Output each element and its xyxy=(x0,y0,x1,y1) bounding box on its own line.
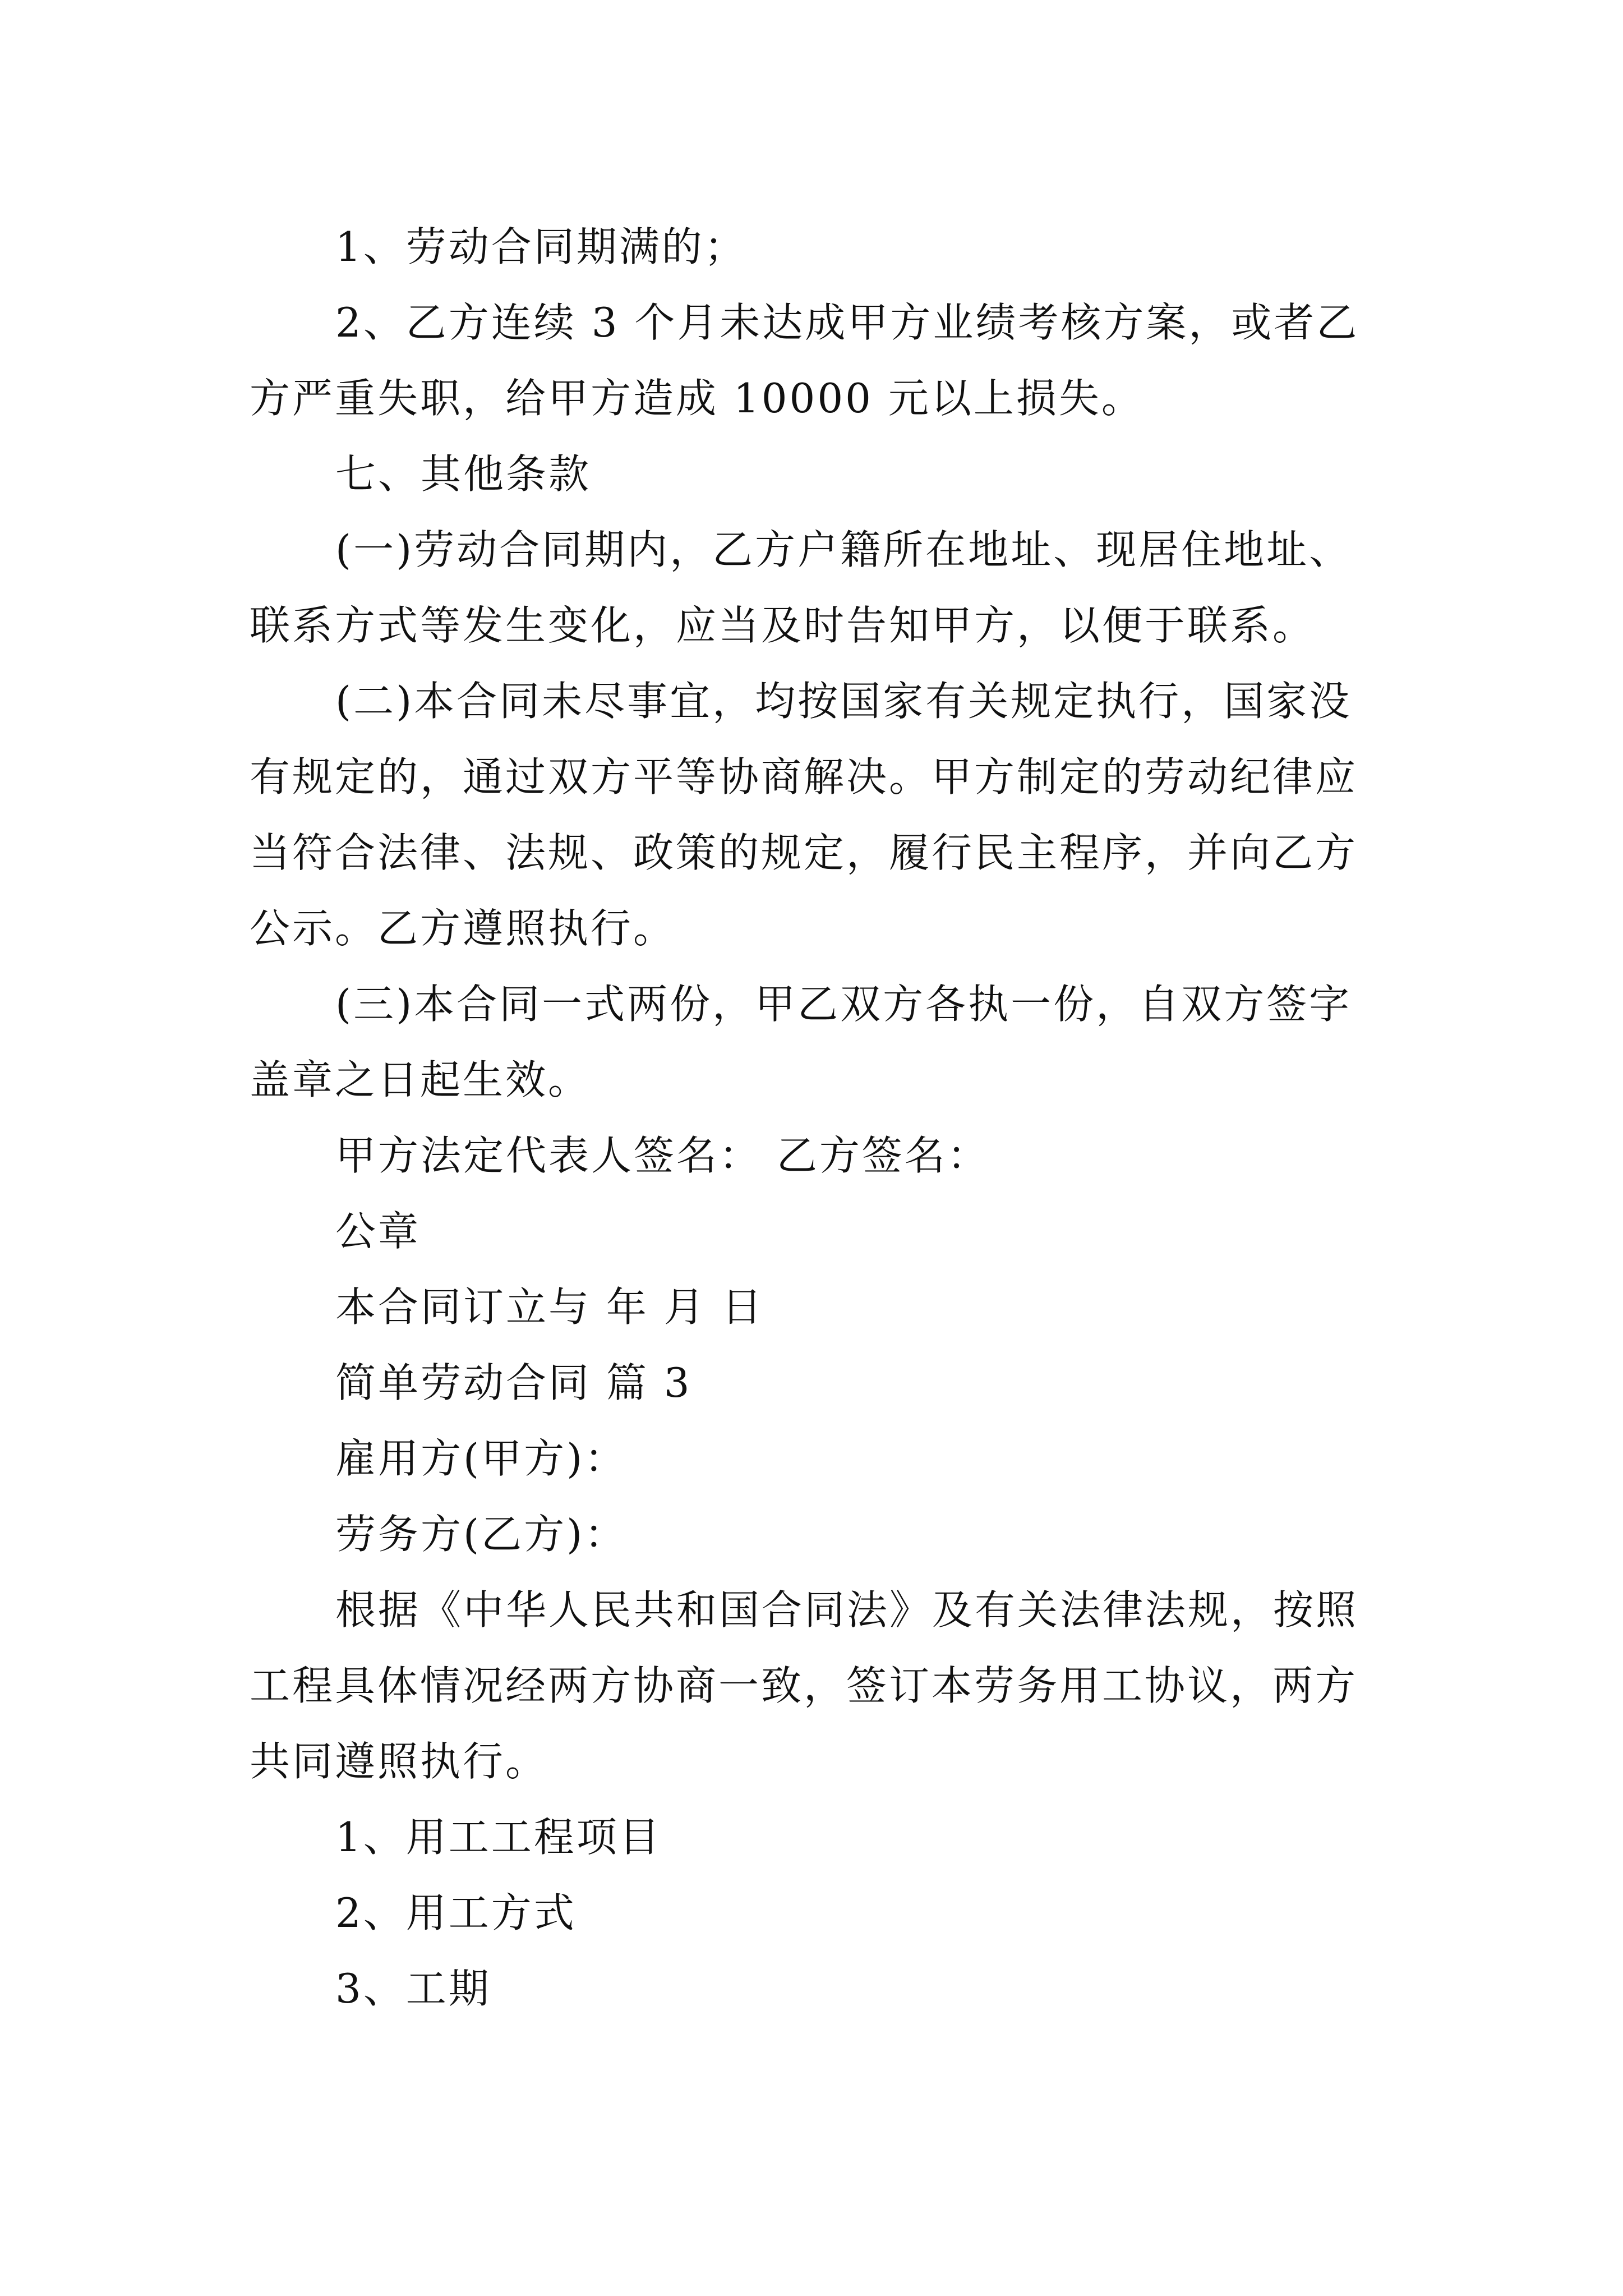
employer-party-label: 雇用方(甲方)： xyxy=(335,1435,628,1482)
clause-6-item-1: 1、劳动合同期满的； xyxy=(335,223,747,270)
clause-7-2-line-3: 当符合法律、法规、政策的规定，履行民主程序，并向乙方 xyxy=(250,829,1358,876)
preamble-line-3: 共同遵照执行。 xyxy=(250,1738,548,1785)
signature-line: 甲方法定代表人签名： 乙方签名： xyxy=(335,1132,990,1179)
section-7-heading: 七、其他条款 xyxy=(335,450,592,498)
preamble-line-2: 工程具体情况经两方协商一致，签订本劳务用工协议，两方 xyxy=(250,1662,1358,1709)
official-seal-label: 公章 xyxy=(335,1208,421,1255)
clause-7-3-line-1: (三)本合同一式两份，甲乙双方各执一份，自双方签字 xyxy=(335,981,1352,1028)
contract-date-line: 本合同订立与 年 月 日 xyxy=(335,1283,764,1331)
clause-7-1-line-1: (一)劳动合同期内，乙方户籍所在地址、现居住地址、 xyxy=(335,526,1352,573)
preamble-line-1: 根据《中华人民共和国合同法》及有关法律法规，按照 xyxy=(335,1586,1359,1634)
clause-7-2-line-1: (二)本合同未尽事宜，均按国家有关规定执行，国家没 xyxy=(335,678,1352,725)
item-2-method: 2、用工方式 xyxy=(335,1889,577,1936)
item-3-duration: 3、工期 xyxy=(335,1965,491,2012)
clause-7-2-line-2: 有规定的，通过双方平等协商解决。甲方制定的劳动纪律应 xyxy=(250,753,1358,800)
clause-7-3-line-2: 盖章之日起生效。 xyxy=(250,1056,591,1103)
clause-7-1-line-2: 联系方式等发生变化，应当及时告知甲方，以便于联系。 xyxy=(250,602,1316,649)
clause-6-item-2-line-2: 方严重失职，给甲方造成 10000 元以上损失。 xyxy=(250,375,1144,422)
contract-3-title: 简单劳动合同 篇 3 xyxy=(335,1359,692,1406)
clause-7-2-line-4: 公示。乙方遵照执行。 xyxy=(250,905,676,952)
worker-party-label: 劳务方(乙方)： xyxy=(335,1511,628,1558)
clause-6-item-2-line-1: 2、乙方连续 3 个月未达成甲方业绩考核方案，或者乙 xyxy=(335,299,1359,346)
item-1-project: 1、用工工程项目 xyxy=(335,1814,662,1861)
